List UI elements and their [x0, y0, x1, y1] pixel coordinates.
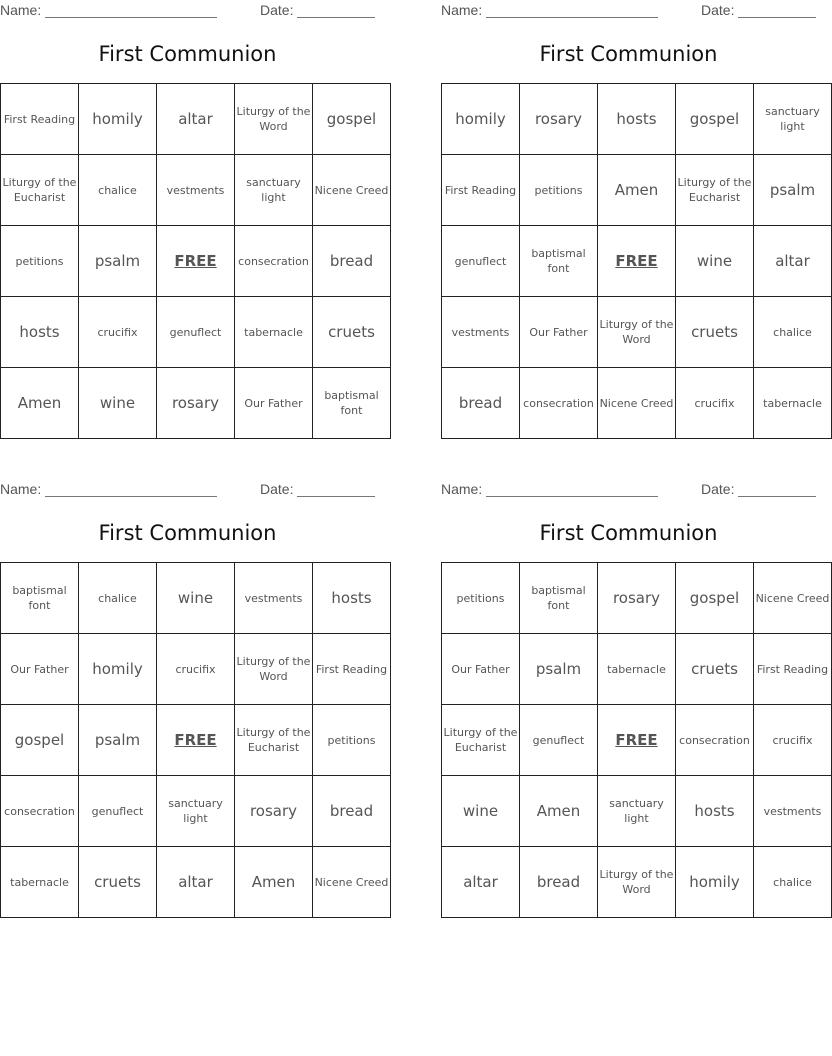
bingo-row — [442, 847, 832, 918]
bingo-cell[interactable]: altar — [442, 847, 520, 918]
bingo-cell[interactable]: petitions — [442, 563, 520, 634]
bingo-row — [442, 776, 832, 847]
date-label: Date: — [260, 481, 294, 497]
name-blank-line[interactable] — [45, 496, 217, 497]
bingo-cell[interactable]: chalice — [754, 297, 832, 368]
bingo-cell[interactable]: Our Father — [235, 368, 313, 439]
card-title: First Communion — [539, 521, 718, 545]
bingo-row — [442, 155, 832, 226]
bingo-cell[interactable]: wine — [79, 368, 157, 439]
bingo-grid — [441, 562, 832, 918]
bingo-cell[interactable]: sanctuary light — [235, 155, 313, 226]
bingo-cell[interactable]: hosts — [1, 297, 79, 368]
bingo-cell[interactable]: baptismal font — [313, 368, 391, 439]
bingo-cell[interactable]: altar — [754, 226, 832, 297]
name-date-header — [441, 0, 816, 20]
bingo-cell[interactable]: hosts — [598, 84, 676, 155]
name-label: Name: — [441, 481, 483, 497]
bingo-cell[interactable]: gospel — [676, 84, 754, 155]
bingo-cell[interactable]: hosts — [313, 563, 391, 634]
bingo-row — [1, 368, 391, 439]
bingo-cell[interactable]: consecration — [676, 705, 754, 776]
bingo-cell[interactable]: Liturgy of the Eucharist — [442, 705, 520, 776]
bingo-row — [442, 84, 832, 155]
bingo-row — [1, 776, 391, 847]
bingo-cell[interactable]: petitions — [1, 226, 79, 297]
bingo-cell[interactable]: tabernacle — [235, 297, 313, 368]
bingo-cell[interactable]: bread — [313, 776, 391, 847]
bingo-cell[interactable]: Amen — [235, 847, 313, 918]
free-space[interactable]: FREE — [157, 705, 235, 776]
bingo-cell[interactable]: psalm — [520, 634, 598, 705]
bingo-row — [1, 155, 391, 226]
date-label: Date: — [701, 481, 735, 497]
bingo-cell[interactable]: chalice — [79, 563, 157, 634]
bingo-cell[interactable]: Nicene Creed — [313, 847, 391, 918]
bingo-cell[interactable]: gospel — [676, 563, 754, 634]
bingo-cell[interactable]: Liturgy of the Word — [598, 297, 676, 368]
bingo-row — [442, 563, 832, 634]
bingo-cell[interactable]: vestments — [754, 776, 832, 847]
bingo-cell[interactable]: First Reading — [1, 84, 79, 155]
bingo-cell[interactable]: Liturgy of the Eucharist — [1, 155, 79, 226]
bingo-cell[interactable]: genuflect — [79, 776, 157, 847]
bingo-row — [1, 847, 391, 918]
bingo-grid — [441, 83, 832, 439]
bingo-cell[interactable]: Liturgy of the Eucharist — [235, 705, 313, 776]
bingo-row — [1, 297, 391, 368]
bingo-cell[interactable]: psalm — [754, 155, 832, 226]
card-title: First Communion — [539, 42, 718, 66]
bingo-cell[interactable]: rosary — [235, 776, 313, 847]
bingo-cell[interactable]: cruets — [79, 847, 157, 918]
bingo-cell[interactable]: baptismal font — [520, 563, 598, 634]
bingo-cell[interactable]: consecration — [1, 776, 79, 847]
bingo-cell[interactable]: gospel — [313, 84, 391, 155]
bingo-cell[interactable]: Liturgy of the Word — [235, 84, 313, 155]
bingo-cell[interactable]: petitions — [313, 705, 391, 776]
bingo-cell[interactable]: Liturgy of the Word — [235, 634, 313, 705]
bingo-cell[interactable]: genuflect — [157, 297, 235, 368]
bingo-cell[interactable]: genuflect — [442, 226, 520, 297]
bingo-cell[interactable]: cruets — [676, 634, 754, 705]
bingo-cell[interactable]: wine — [157, 563, 235, 634]
bingo-cell[interactable]: vestments — [442, 297, 520, 368]
bingo-cell[interactable]: Amen — [1, 368, 79, 439]
card-title: First Communion — [98, 42, 277, 66]
bingo-cell[interactable]: bread — [442, 368, 520, 439]
bingo-cell[interactable]: sanctuary light — [598, 776, 676, 847]
bingo-cell[interactable]: chalice — [754, 847, 832, 918]
bingo-cell[interactable]: First Reading — [442, 155, 520, 226]
date-blank-line[interactable] — [297, 496, 375, 497]
bingo-cell[interactable]: wine — [442, 776, 520, 847]
bingo-cell[interactable]: Nicene Creed — [313, 155, 391, 226]
bingo-cell[interactable]: gospel — [1, 705, 79, 776]
bingo-grid — [0, 83, 391, 439]
bingo-cell[interactable]: psalm — [79, 705, 157, 776]
bingo-cell[interactable]: psalm — [79, 226, 157, 297]
bingo-cell[interactable]: altar — [157, 84, 235, 155]
date-label: Date: — [260, 2, 294, 18]
bingo-cell[interactable]: petitions — [520, 155, 598, 226]
bingo-cell[interactable]: homily — [676, 847, 754, 918]
bingo-cell[interactable]: tabernacle — [598, 634, 676, 705]
bingo-cell[interactable]: consecration — [520, 368, 598, 439]
date-blank-line[interactable] — [738, 496, 816, 497]
bingo-cell[interactable]: homily — [79, 84, 157, 155]
bingo-cell[interactable]: crucifix — [676, 368, 754, 439]
bingo-row — [1, 705, 391, 776]
bingo-cell[interactable]: altar — [157, 847, 235, 918]
bingo-cell[interactable]: homily — [79, 634, 157, 705]
bingo-cell[interactable]: crucifix — [79, 297, 157, 368]
bingo-cell[interactable]: tabernacle — [754, 368, 832, 439]
bingo-row — [442, 226, 832, 297]
name-label: Name: — [0, 481, 42, 497]
bingo-row — [442, 368, 832, 439]
bingo-cell[interactable]: Liturgy of the Eucharist — [676, 155, 754, 226]
bingo-cell[interactable]: hosts — [676, 776, 754, 847]
bingo-cell[interactable]: bread — [313, 226, 391, 297]
free-space[interactable]: FREE — [157, 226, 235, 297]
bingo-row — [442, 297, 832, 368]
name-label: Name: — [441, 2, 483, 18]
name-date-header — [0, 479, 375, 499]
name-date-header — [0, 0, 375, 20]
date-blank-line[interactable] — [297, 17, 375, 18]
bingo-row — [442, 634, 832, 705]
bingo-cell[interactable]: bread — [520, 847, 598, 918]
name-blank-line[interactable] — [486, 17, 658, 18]
bingo-cell[interactable]: wine — [676, 226, 754, 297]
bingo-cell[interactable]: rosary — [157, 368, 235, 439]
name-blank-line[interactable] — [486, 496, 658, 497]
bingo-cell[interactable]: First Reading — [313, 634, 391, 705]
bingo-row — [1, 634, 391, 705]
bingo-cell[interactable]: chalice — [79, 155, 157, 226]
name-label: Name: — [0, 2, 42, 18]
bingo-cell[interactable]: First Reading — [754, 634, 832, 705]
bingo-cell[interactable]: Nicene Creed — [598, 368, 676, 439]
bingo-cell[interactable]: cruets — [676, 297, 754, 368]
bingo-cell[interactable]: rosary — [598, 563, 676, 634]
card-title: First Communion — [98, 521, 277, 545]
date-label: Date: — [701, 2, 735, 18]
bingo-cell[interactable]: Liturgy of the Word — [598, 847, 676, 918]
bingo-row — [1, 84, 391, 155]
bingo-cell[interactable]: Nicene Creed — [754, 563, 832, 634]
bingo-cell[interactable]: Our Father — [442, 634, 520, 705]
bingo-cell[interactable]: vestments — [235, 563, 313, 634]
free-space[interactable]: FREE — [598, 226, 676, 297]
bingo-cell[interactable]: homily — [442, 84, 520, 155]
bingo-cell[interactable]: crucifix — [754, 705, 832, 776]
bingo-cell[interactable]: genuflect — [520, 705, 598, 776]
bingo-cell[interactable]: baptismal font — [520, 226, 598, 297]
bingo-cell[interactable]: consecration — [235, 226, 313, 297]
free-space[interactable]: FREE — [598, 705, 676, 776]
bingo-cell[interactable]: tabernacle — [1, 847, 79, 918]
bingo-cell[interactable]: sanctuary light — [157, 776, 235, 847]
date-blank-line[interactable] — [738, 17, 816, 18]
bingo-cell[interactable]: Our Father — [1, 634, 79, 705]
bingo-cell[interactable]: sanctuary light — [754, 84, 832, 155]
bingo-cell[interactable]: vestments — [157, 155, 235, 226]
name-blank-line[interactable] — [45, 17, 217, 18]
bingo-cell[interactable]: Amen — [520, 776, 598, 847]
bingo-row — [1, 226, 391, 297]
bingo-grid — [0, 562, 391, 918]
bingo-cell[interactable]: baptismal font — [1, 563, 79, 634]
bingo-cell[interactable]: Our Father — [520, 297, 598, 368]
bingo-cell[interactable]: crucifix — [157, 634, 235, 705]
bingo-row — [442, 705, 832, 776]
bingo-cell[interactable]: Amen — [598, 155, 676, 226]
name-date-header — [441, 479, 816, 499]
bingo-cell[interactable]: rosary — [520, 84, 598, 155]
bingo-row — [1, 563, 391, 634]
bingo-cell[interactable]: cruets — [313, 297, 391, 368]
